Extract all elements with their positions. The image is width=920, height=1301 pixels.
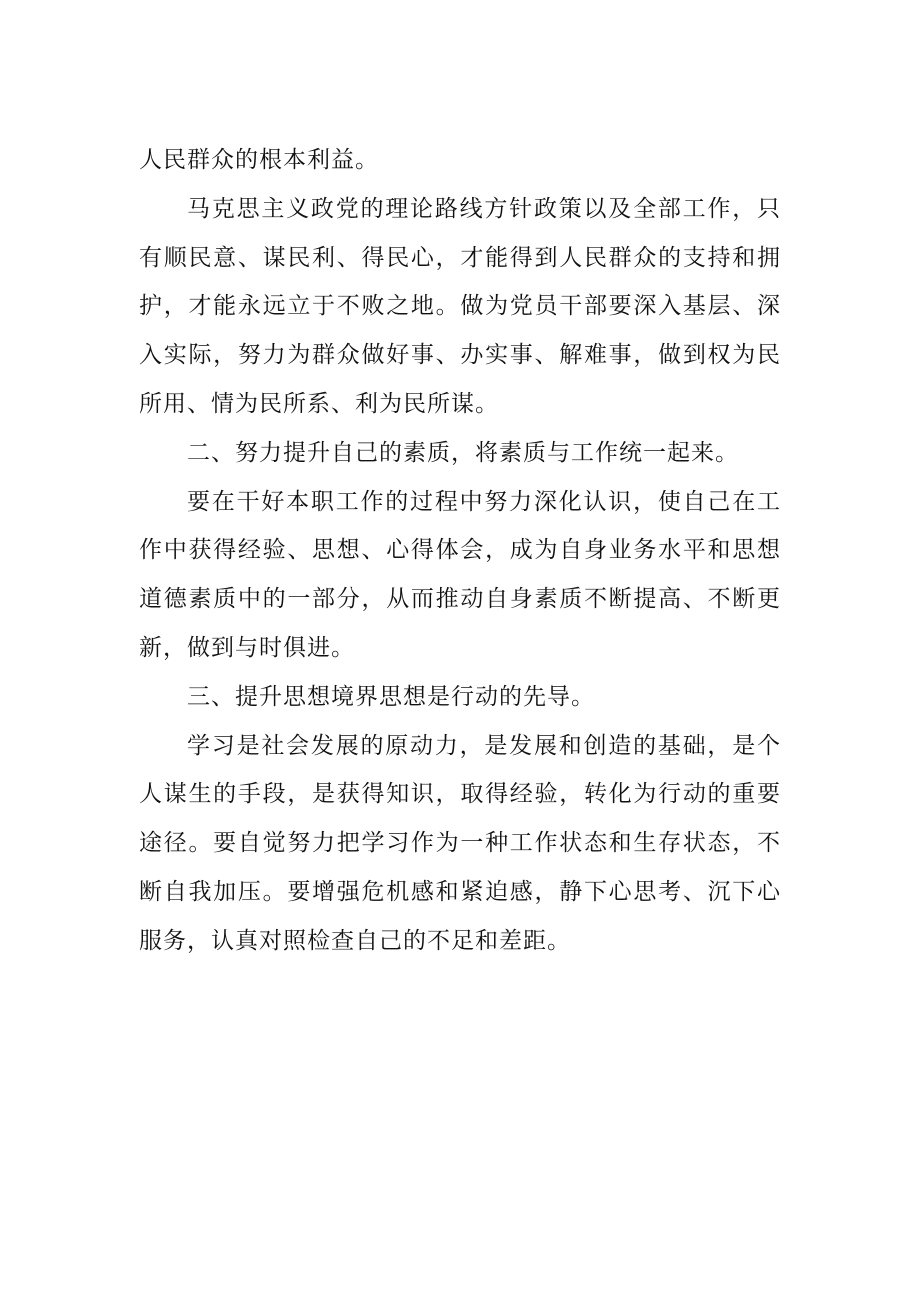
section-heading-three: 三、提升思想境界思想是行动的先导。 bbox=[187, 683, 595, 710]
section-heading-two: 二、努力提升自己的素质，将素质与工作统一起来。 bbox=[187, 439, 739, 466]
document-body bbox=[139, 136, 781, 966]
paragraph-improve-quality: 要在干好本职工作的过程中努力深化认识，使自己在工作中获得经验、思想、心得体会，成为自身业务水平和思想道德素质中的一部分，从而推动自身素质不断提高、不断更新，做到与时俱进。 bbox=[139, 488, 781, 661]
paragraph-party-policy: 马克思主义政党的理论路线方针政策以及全部工作，只有顺民意、谋民利、得民心，才能得到人民群众的支持和拥护，才能永远立于不败之地。做为党员干部要深入基层、深入实际，努力为群众做好事、办实事、解难事，做到权为民所用、情为民所系、利为民所谋。 bbox=[139, 195, 781, 417]
paragraph-continuation: 人民群众的根本利益。 bbox=[139, 147, 379, 173]
paragraph-learning: 学习是社会发展的原动力，是发展和创造的基础，是个人谋生的手段，是获得知识，取得经验，转化为行动的重要途径。要自觉努力把学习作为一种工作状态和生存状态，不断自我加压。要增强危机感和紧迫感，静下心思考、沉下心服务，认真对照检查自己的不足和差距。 bbox=[139, 732, 781, 954]
